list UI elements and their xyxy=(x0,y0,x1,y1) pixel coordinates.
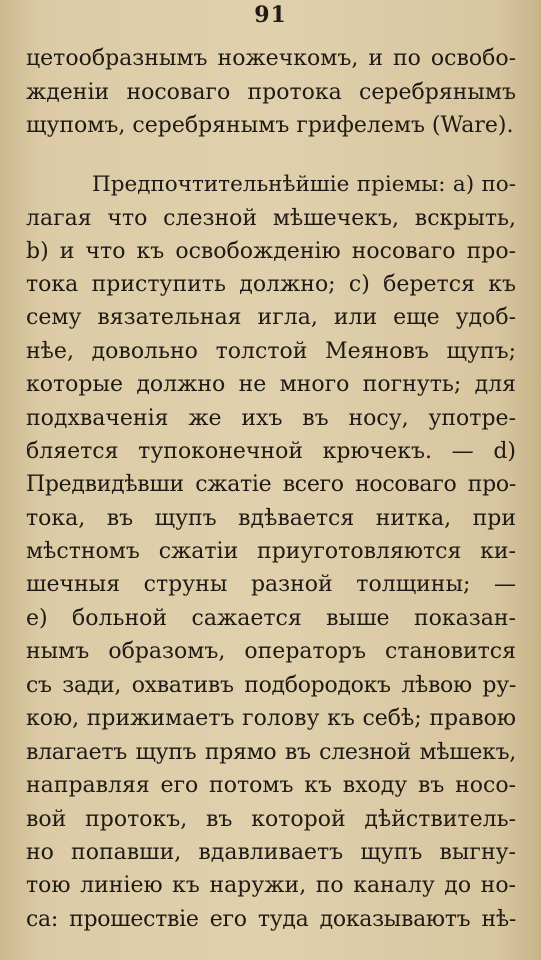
text-line: Предпочтительнѣйшіе пріемы: а) по- xyxy=(92,172,516,197)
text-line: шечныя струны разной толщины; — xyxy=(26,572,516,597)
text-line: сему вязательная игла, или еще удоб- xyxy=(26,305,516,330)
text-line: влагаетъ щупъ прямо въ слезной мѣшекъ, xyxy=(26,740,516,765)
text-line: но попавши, вдавливаетъ щупъ выгну- xyxy=(26,840,516,865)
text-line: мѣстномъ сжатіи приуготовляются ки- xyxy=(26,539,516,564)
text-line: подхваченія же ихъ въ носу, употре- xyxy=(26,406,516,431)
text-line: кою, прижимаетъ голову къ себѣ; правою xyxy=(26,706,516,731)
text-line: вой протокъ, въ которой дѣйствитель- xyxy=(26,807,516,832)
text-line: щупомъ, серебрянымъ грифелемъ (Ware). xyxy=(26,113,514,138)
text-line: тока приступить должно; с) берется къ xyxy=(26,272,516,297)
text-line: лагая что слезной мѣшечекъ, вскрыть, xyxy=(26,206,516,231)
text-line: бляется тупоконечной крючекъ. — d) xyxy=(26,439,516,464)
text-line: нымъ образомъ, операторъ становится xyxy=(26,639,516,664)
text-line: b) и что къ освобожденію носоваго про- xyxy=(26,239,516,264)
text-line: е) больной сажается выше показан- xyxy=(26,606,516,631)
text-line: съ зади, охвативъ подбородокъ лѣвою ру- xyxy=(26,673,516,698)
text-line: цетообразнымъ ножечкомъ, и по освобо- xyxy=(26,46,516,71)
text-line: которые должно не много погнуть; для xyxy=(26,372,516,397)
text-line: тою линіею къ наружи, по каналу до но- xyxy=(26,873,516,898)
page-number: 91 xyxy=(254,2,287,28)
text-line: тока, въ щупъ вдѣвается нитка, при xyxy=(26,506,516,531)
text-line: са: прошествіе его туда доказываютъ нѣ- xyxy=(26,907,516,932)
text-line: нѣе, довольно толстой Меяновъ щупъ; xyxy=(26,339,516,364)
text-line: жденіи носоваго протока серебрянымъ xyxy=(26,80,516,105)
text-line: Предвидѣвши сжатіе всего носоваго про- xyxy=(26,472,516,497)
text-line: направляя его потомъ къ входу въ носо- xyxy=(26,773,516,798)
